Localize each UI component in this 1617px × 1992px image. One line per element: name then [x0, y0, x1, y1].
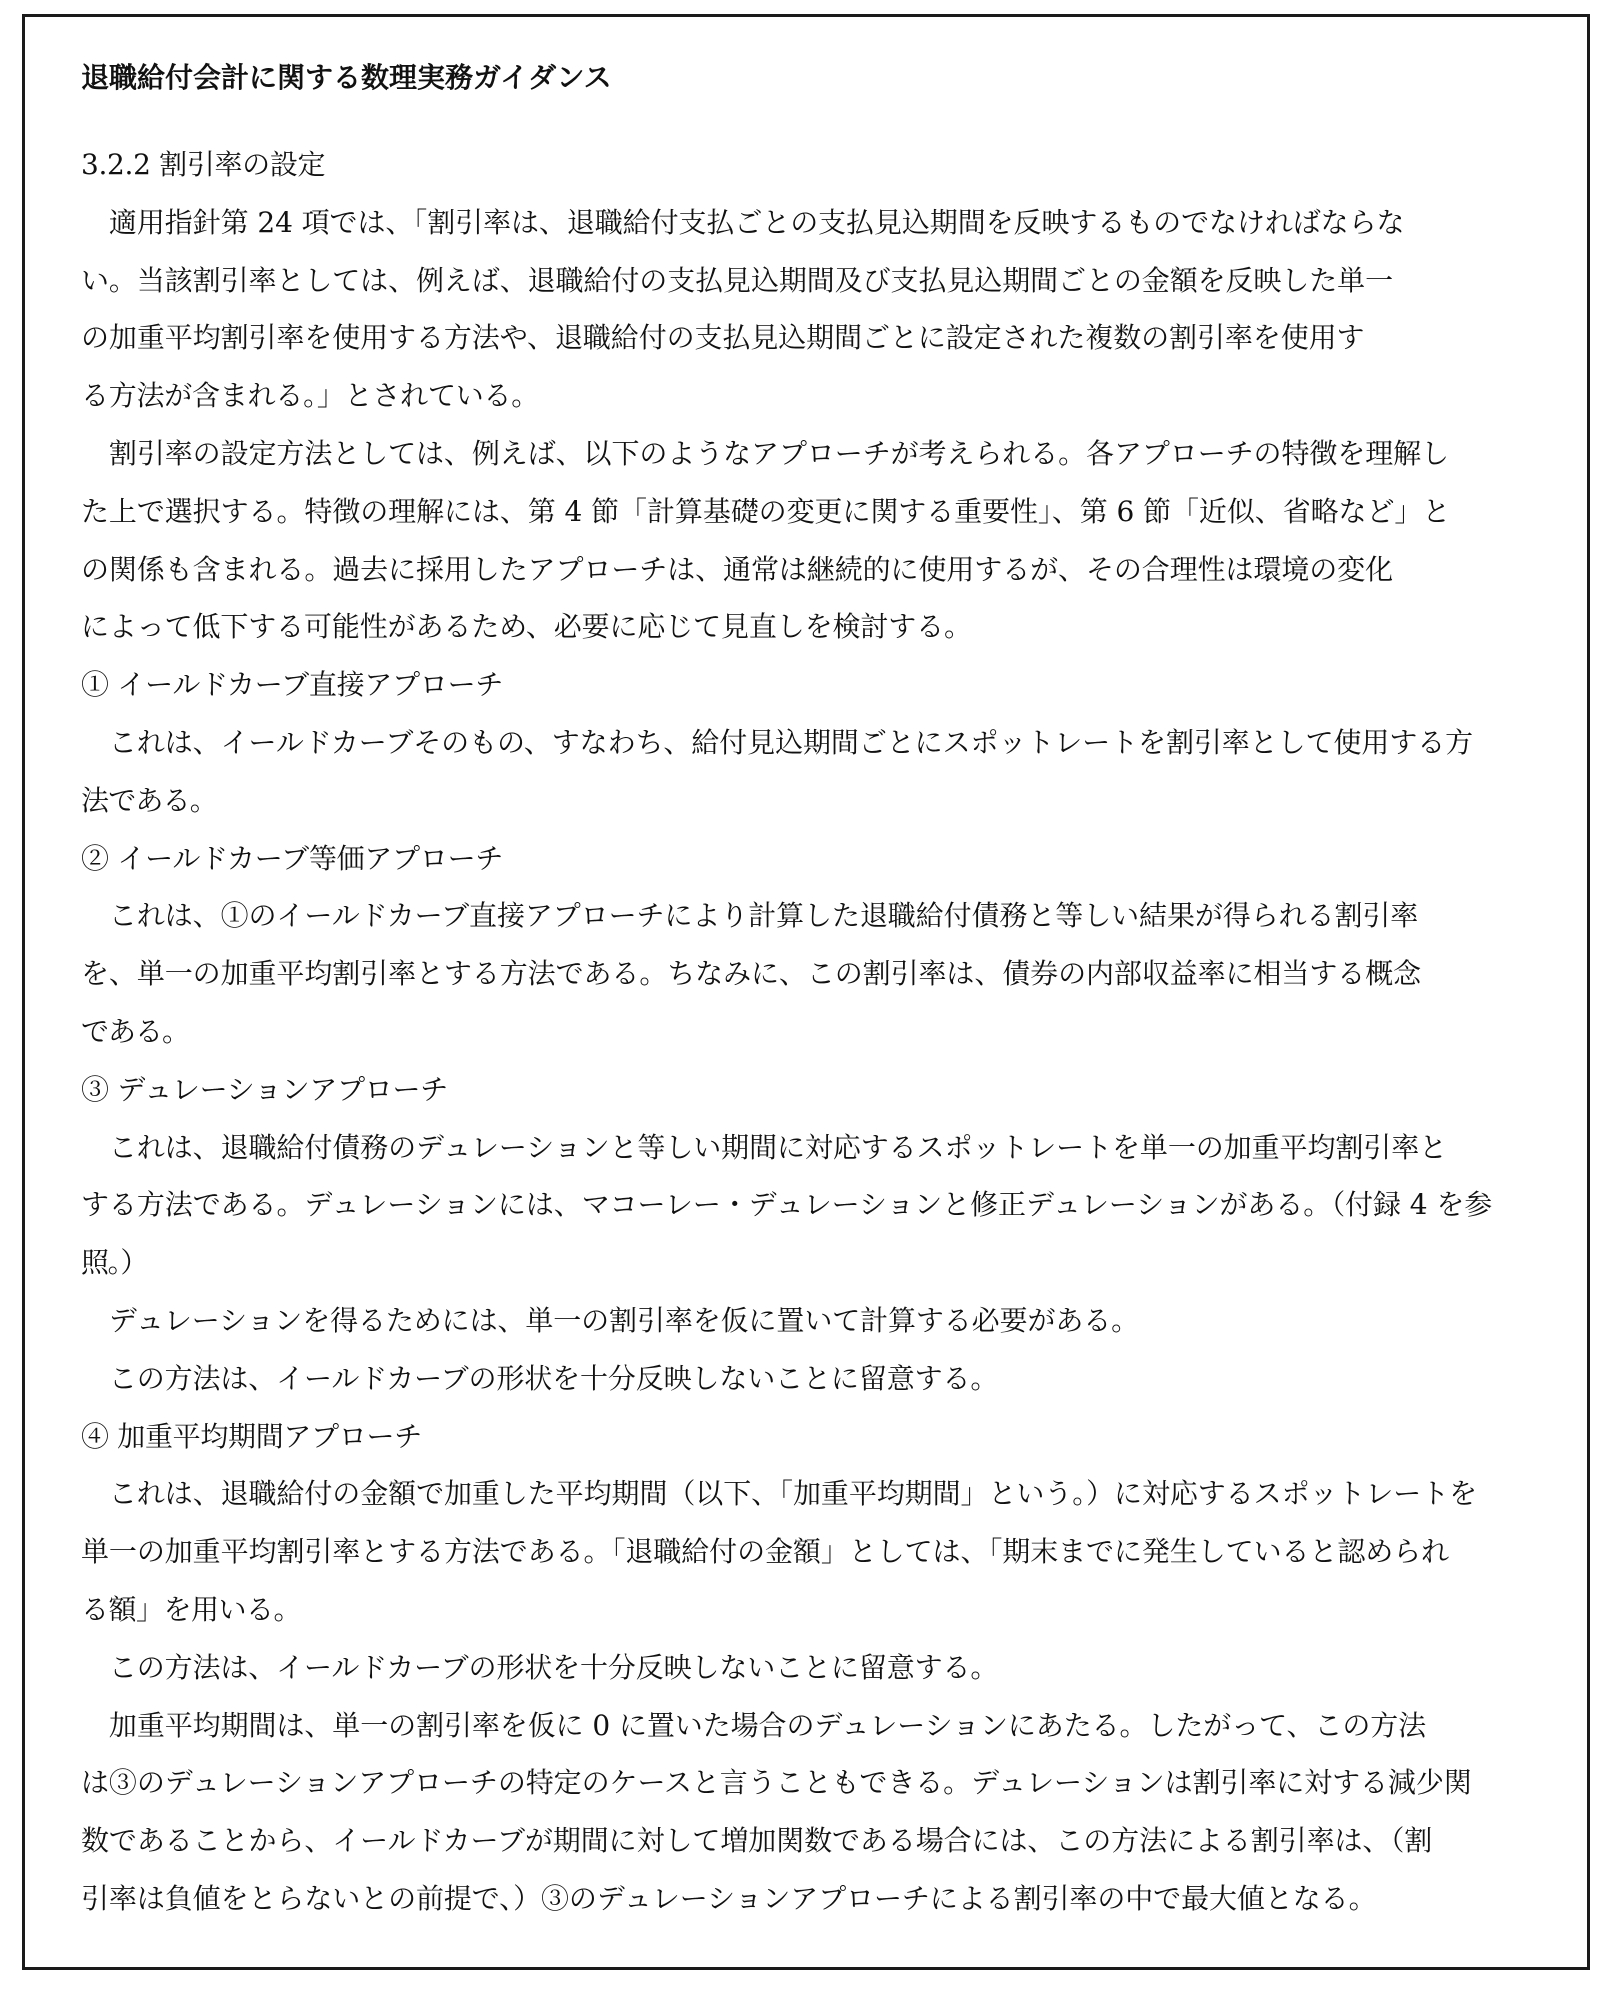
text-line: これは、退職給付の金額で加重した平均期間（以下、「加重平均期間」という。）に対応するスポットレートを — [81, 1477, 1478, 1511]
document-body — [81, 55, 1581, 1928]
text-line: によって低下する可能性があるため、必要に応じて見直しを検討する。 — [81, 610, 972, 644]
text-line: ① イールドカーブ直接アプローチ — [81, 668, 504, 702]
text-line: この方法は、イールドカーブの形状を十分反映しないことに留意する。 — [81, 1650, 999, 1684]
text-line: である。 — [81, 1014, 190, 1048]
text-line: これは、イールドカーブそのもの、すなわち、給付見込期間ごとにスポットレートを割引率として使用する方 — [81, 725, 1474, 759]
text-line: 単一の加重平均割引率とする方法である。「退職給付の金額」としては、「期末までに発生していると認められ — [81, 1535, 1450, 1569]
text-line: る方法が含まれる。」とされている。 — [81, 379, 540, 413]
text-line: 割引率の設定方法としては、例えば、以下のようなアプローチが考えられる。各アプローチの特徴を理解し — [81, 436, 1449, 470]
text-line: た上で選択する。特徴の理解には、第 4 節「計算基礎の変更に関する重要性」、第 6 節「近似、省略など」と — [81, 494, 1451, 528]
text-line: これは、退職給付債務のデュレーションと等しい期間に対応するスポットレートを単一の加重平均割引率と — [81, 1130, 1448, 1164]
document-title: 退職給付会計に関する数理実務ガイダンス — [81, 61, 612, 94]
text-lines — [81, 136, 1581, 1928]
text-line: の関係も含まれる。過去に採用したアプローチは、通常は継続的に使用するが、その合理性は環境の変化 — [81, 552, 1394, 586]
text-line: る額」を用いる。 — [81, 1592, 302, 1626]
text-line: 適用指針第 24 項では、「割引率は、退職給付支払ごとの支払見込期間を反映するものでなければならな — [81, 205, 1405, 239]
document-frame — [22, 14, 1590, 1970]
text-line: の加重平均割引率を使用する方法や、退職給付の支払見込期間ごとに設定された複数の割引率を使用す — [81, 321, 1365, 355]
text-line: 引率は負値をとらないとの前提で、）③のデュレーションアプローチによる割引率の中で最大値となる。 — [81, 1881, 1377, 1915]
text-line: この方法は、イールドカーブの形状を十分反映しないことに留意する。 — [81, 1361, 999, 1395]
text-line: い。当該割引率としては、例えば、退職給付の支払見込期間及び支払見込期間ごとの金額を反映した単一 — [81, 263, 1394, 297]
text-line: 法である。 — [81, 783, 218, 817]
text-line: 加重平均期間は、単一の割引率を仮に 0 に置いた場合のデュレーションにあたる。したがって、この方法 — [81, 1708, 1427, 1742]
text-line: ② イールドカーブ等価アプローチ — [81, 841, 504, 875]
text-line: 3.2.2 割引率の設定 — [81, 148, 326, 181]
text-line: は③のデュレーションアプローチの特定のケースと言うこともできる。デュレーションは割引率に対する減少関 — [81, 1766, 1472, 1800]
text-line: デュレーションを得るためには、単一の割引率を仮に置いて計算する必要がある。 — [81, 1303, 1140, 1337]
text-line: する方法である。デュレーションには、マコーレー・デュレーションと修正デュレーションがある。（付録 4 を参 — [81, 1188, 1493, 1222]
text-line: 照。） — [81, 1246, 148, 1280]
text-line: 数であることから、イールドカーブが期間に対して増加関数である場合には、この方法による割引率は、（割 — [81, 1824, 1433, 1858]
text-line: を、単一の加重平均割引率とする方法である。ちなみに、この割引率は、債券の内部収益率に相当する概念 — [81, 957, 1422, 991]
text-line: ④ 加重平均期間アプローチ — [81, 1419, 422, 1453]
text-line: これは、①のイールドカーブ直接アプローチにより計算した退職給付債務と等しい結果が得られる割引率 — [81, 899, 1419, 933]
text-line: ③ デュレーションアプローチ — [81, 1072, 448, 1106]
